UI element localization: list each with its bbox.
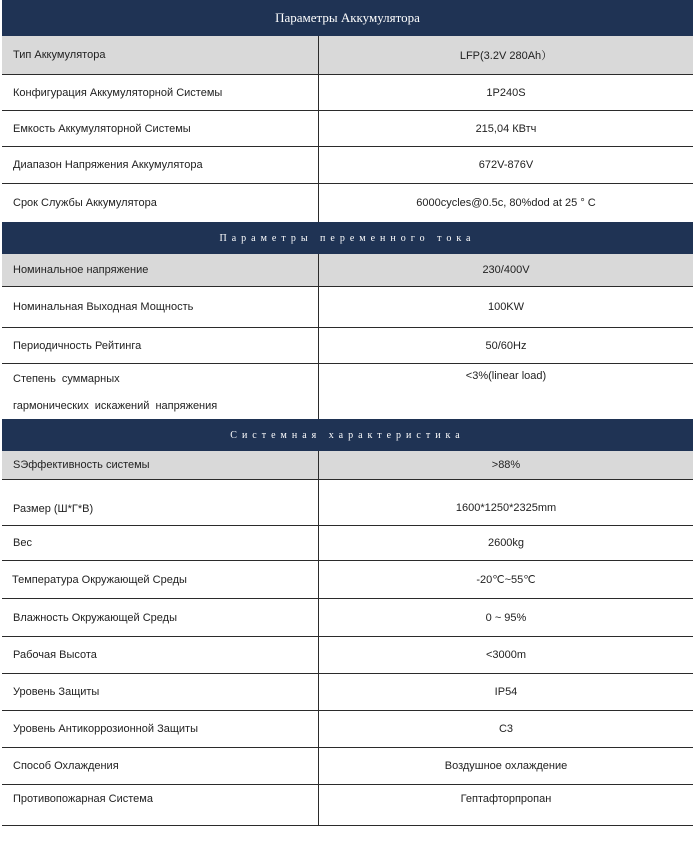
table-row <box>2 364 693 419</box>
row-value: 100KW <box>487 301 525 313</box>
row-value: 0 ~ 95% <box>485 611 527 624</box>
row-label: Номинальное напряжение <box>2 254 319 286</box>
section-header-system: Системная характеристика <box>2 419 693 451</box>
row-value: IP54 <box>494 686 518 698</box>
row-value: <3000m <box>485 649 527 661</box>
row-label: Вес <box>2 526 319 560</box>
table-row <box>2 674 693 711</box>
row-label: Температура Окружающей Среды <box>2 561 319 598</box>
row-label: Емкость Аккумуляторной Системы <box>2 111 319 146</box>
row-label-line: гармонических искажений напряжения <box>13 399 218 412</box>
table-row <box>2 748 693 785</box>
row-value: 2600kg <box>487 537 525 549</box>
row-value: -20℃~55℃ <box>476 574 536 586</box>
row-label: Тип Аккумулятора <box>2 36 319 74</box>
row-label: Конфигурация Аккумуляторной Системы <box>2 75 319 110</box>
row-label: Влажность Окружающей Среды <box>2 599 319 636</box>
table-row <box>2 111 693 147</box>
table-row <box>2 637 693 674</box>
row-value: <3%(linear load) <box>465 370 547 382</box>
table-row <box>2 36 693 75</box>
table-row <box>2 785 693 826</box>
table-row <box>2 254 693 287</box>
row-value: 1600*1250*2325mm <box>455 501 557 514</box>
row-value: C3 <box>498 723 514 735</box>
row-value: Гептафторпропан <box>460 793 552 805</box>
row-label: SЭффективность системы <box>2 451 319 479</box>
row-label: Противопожарная Система <box>2 785 319 825</box>
table-row <box>2 328 693 364</box>
row-label: Диапазон Напряжения Аккумулятора <box>2 147 319 183</box>
table-row <box>2 711 693 748</box>
row-value: 1P240S <box>486 86 526 99</box>
row-value: 215,04 КВтч <box>475 122 537 135</box>
section-header-ac: Параметры переменного тока <box>2 222 693 254</box>
row-label: Номинальная Выходная Мощность <box>2 287 319 327</box>
row-label: Рабочая Высота <box>2 637 319 673</box>
table-row <box>2 451 693 480</box>
row-value: LFP(3.2V 280Ah） <box>459 50 553 62</box>
row-label <box>2 364 319 419</box>
row-label: Уровень Антикоррозионной Защиты <box>2 711 319 747</box>
row-label: Периодичность Рейтинга <box>2 328 319 363</box>
row-value: 672V-876V <box>478 159 534 171</box>
row-value: 50/60Hz <box>485 339 527 352</box>
row-label: Способ Охлаждения <box>2 748 319 784</box>
table-row <box>2 287 693 328</box>
row-value: 230/400V <box>482 264 530 276</box>
table-row <box>2 75 693 111</box>
section-header-battery: Параметры Аккумулятора <box>2 0 693 36</box>
row-label: Уровень Защиты <box>2 674 319 710</box>
row-value: 6000cycles@0.5c, 80%dod at 25 ° C <box>416 197 596 209</box>
row-label-line: Степень суммарных <box>13 372 120 385</box>
table-row <box>2 526 693 561</box>
table-row <box>2 184 693 222</box>
table-row <box>2 480 693 526</box>
row-value: >88% <box>491 459 521 471</box>
row-label: Размер (Ш*Г*В) <box>2 480 319 525</box>
table-row <box>2 561 693 599</box>
table-row <box>2 599 693 637</box>
table-row <box>2 147 693 184</box>
row-label: Срок Службы Аккумулятора <box>2 184 319 222</box>
row-value: Воздушное охлаждение <box>444 760 568 772</box>
